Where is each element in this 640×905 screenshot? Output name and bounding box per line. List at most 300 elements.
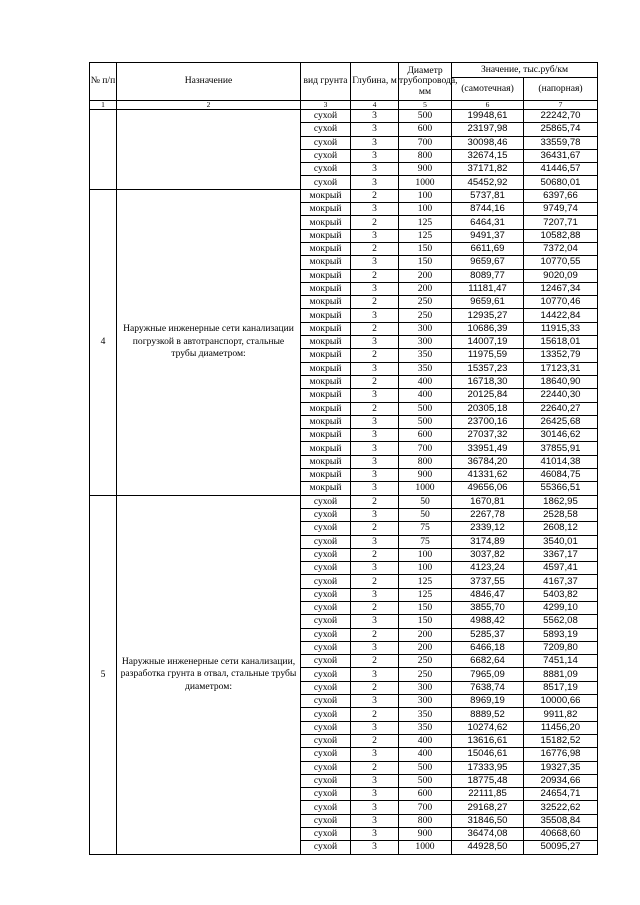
soil-type-cell: сухой xyxy=(301,655,351,668)
diameter-cell: 600 xyxy=(399,123,452,136)
soil-type-cell: мокрый xyxy=(301,389,351,402)
diameter-cell: 50 xyxy=(399,508,452,521)
depth-cell: 3 xyxy=(351,721,399,734)
diameter-cell: 350 xyxy=(399,721,452,734)
soil-type-cell: мокрый xyxy=(301,455,351,468)
soil-type-cell: мокрый xyxy=(301,216,351,229)
gravity-value-cell: 6464,31 xyxy=(452,216,524,229)
pressure-value-cell: 7209,80 xyxy=(524,641,598,654)
diameter-cell: 75 xyxy=(399,522,452,535)
soil-type-cell: мокрый xyxy=(301,375,351,388)
soil-type-cell: сухой xyxy=(301,721,351,734)
gravity-value-cell: 5737,81 xyxy=(452,189,524,202)
pressure-value-cell: 5562,08 xyxy=(524,615,598,628)
gravity-value-cell: 31846,50 xyxy=(452,814,524,827)
diameter-cell: 900 xyxy=(399,828,452,841)
pressure-value-cell: 22440,30 xyxy=(524,389,598,402)
soil-type-cell: мокрый xyxy=(301,309,351,322)
soil-type-cell: мокрый xyxy=(301,415,351,428)
pressure-value-cell: 3540,01 xyxy=(524,535,598,548)
gravity-value-cell: 9659,61 xyxy=(452,296,524,309)
pressure-value-cell: 19327,35 xyxy=(524,761,598,774)
pressure-value-cell: 13352,79 xyxy=(524,349,598,362)
diameter-cell: 75 xyxy=(399,535,452,548)
diameter-cell: 50 xyxy=(399,495,452,508)
diameter-cell: 600 xyxy=(399,788,452,801)
gravity-value-cell: 32674,15 xyxy=(452,149,524,162)
depth-cell: 3 xyxy=(351,615,399,628)
gravity-value-cell: 3855,70 xyxy=(452,601,524,614)
diameter-cell: 200 xyxy=(399,628,452,641)
soil-type-cell: сухой xyxy=(301,801,351,814)
diameter-cell: 100 xyxy=(399,203,452,216)
depth-cell: 3 xyxy=(351,588,399,601)
header-value: Значение, тыс.руб/км xyxy=(452,63,598,78)
soil-type-cell: сухой xyxy=(301,814,351,827)
depth-cell: 2 xyxy=(351,548,399,561)
gravity-value-cell: 23197,98 xyxy=(452,123,524,136)
pressure-value-cell: 22640,27 xyxy=(524,402,598,415)
section-purpose xyxy=(117,110,301,190)
soil-type-cell: мокрый xyxy=(301,282,351,295)
gravity-value-cell: 41331,62 xyxy=(452,469,524,482)
diameter-cell: 1000 xyxy=(399,482,452,495)
depth-cell: 3 xyxy=(351,641,399,654)
pressure-value-cell: 12467,34 xyxy=(524,282,598,295)
depth-cell: 3 xyxy=(351,110,399,123)
soil-type-cell: сухой xyxy=(301,136,351,149)
diameter-cell: 250 xyxy=(399,655,452,668)
gravity-value-cell: 18775,48 xyxy=(452,774,524,787)
header-depth: Глубина, м xyxy=(351,63,399,101)
soil-type-cell: сухой xyxy=(301,508,351,521)
gravity-value-cell: 45452,92 xyxy=(452,176,524,189)
pressure-value-cell: 22242,70 xyxy=(524,110,598,123)
diameter-cell: 300 xyxy=(399,681,452,694)
depth-cell: 2 xyxy=(351,216,399,229)
pressure-value-cell: 9749,74 xyxy=(524,203,598,216)
gravity-value-cell: 7965,09 xyxy=(452,668,524,681)
diameter-cell: 800 xyxy=(399,455,452,468)
table-row xyxy=(90,189,598,202)
diameter-cell: 400 xyxy=(399,748,452,761)
pressure-value-cell: 41014,38 xyxy=(524,455,598,468)
gravity-value-cell: 23700,16 xyxy=(452,415,524,428)
pressure-value-cell: 55366,51 xyxy=(524,482,598,495)
section-purpose: Наружные инженерные сети канализации, разработка грунта в отвал, стальные трубы диаметром: xyxy=(117,495,301,854)
pressure-value-cell: 3367,17 xyxy=(524,548,598,561)
pressure-value-cell: 50095,27 xyxy=(524,841,598,854)
depth-cell: 3 xyxy=(351,336,399,349)
colnum-3: 3 xyxy=(301,101,351,110)
table-body xyxy=(90,110,598,855)
soil-type-cell: сухой xyxy=(301,176,351,189)
pressure-value-cell: 6397,66 xyxy=(524,189,598,202)
gravity-value-cell: 2267,78 xyxy=(452,508,524,521)
pressure-value-cell: 15182,52 xyxy=(524,734,598,747)
depth-cell: 3 xyxy=(351,429,399,442)
pressure-value-cell: 8517,19 xyxy=(524,681,598,694)
depth-cell: 3 xyxy=(351,389,399,402)
header-gravity: (самотечная) xyxy=(452,78,524,101)
gravity-value-cell: 37171,82 xyxy=(452,163,524,176)
soil-type-cell: сухой xyxy=(301,601,351,614)
diameter-cell: 700 xyxy=(399,136,452,149)
depth-cell: 3 xyxy=(351,229,399,242)
pressure-value-cell: 18640,90 xyxy=(524,375,598,388)
depth-cell: 3 xyxy=(351,203,399,216)
gravity-value-cell: 30098,46 xyxy=(452,136,524,149)
soil-type-cell: мокрый xyxy=(301,349,351,362)
diameter-cell: 125 xyxy=(399,588,452,601)
depth-cell: 2 xyxy=(351,242,399,255)
diameter-cell: 150 xyxy=(399,256,452,269)
diameter-cell: 100 xyxy=(399,562,452,575)
gravity-value-cell: 2339,12 xyxy=(452,522,524,535)
header-num: № п/п xyxy=(90,63,117,101)
depth-cell: 2 xyxy=(351,681,399,694)
pressure-value-cell: 2608,12 xyxy=(524,522,598,535)
gravity-value-cell: 15046,61 xyxy=(452,748,524,761)
gravity-value-cell: 36474,08 xyxy=(452,828,524,841)
pressure-value-cell: 11456,20 xyxy=(524,721,598,734)
diameter-cell: 350 xyxy=(399,362,452,375)
depth-cell: 2 xyxy=(351,734,399,747)
depth-cell: 3 xyxy=(351,748,399,761)
depth-cell: 3 xyxy=(351,508,399,521)
diameter-cell: 250 xyxy=(399,668,452,681)
soil-type-cell: сухой xyxy=(301,149,351,162)
depth-cell: 2 xyxy=(351,269,399,282)
diameter-cell: 200 xyxy=(399,641,452,654)
gravity-value-cell: 44928,50 xyxy=(452,841,524,854)
pressure-value-cell: 16776,98 xyxy=(524,748,598,761)
diameter-cell: 500 xyxy=(399,415,452,428)
depth-cell: 3 xyxy=(351,256,399,269)
colnum-5: 5 xyxy=(399,101,452,110)
soil-type-cell: мокрый xyxy=(301,322,351,335)
diameter-cell: 200 xyxy=(399,269,452,282)
section-number: 5 xyxy=(90,495,117,854)
soil-type-cell: сухой xyxy=(301,495,351,508)
soil-type-cell: сухой xyxy=(301,522,351,535)
pressure-value-cell: 7451,14 xyxy=(524,655,598,668)
diameter-cell: 500 xyxy=(399,110,452,123)
pressure-value-cell: 8881,09 xyxy=(524,668,598,681)
pressure-value-cell: 9020,09 xyxy=(524,269,598,282)
diameter-cell: 150 xyxy=(399,242,452,255)
pressure-value-cell: 10000,66 xyxy=(524,695,598,708)
soil-type-cell: мокрый xyxy=(301,362,351,375)
soil-type-cell: сухой xyxy=(301,163,351,176)
depth-cell: 3 xyxy=(351,788,399,801)
colnum-1: 1 xyxy=(90,101,117,110)
pressure-value-cell: 25865,74 xyxy=(524,123,598,136)
diameter-cell: 125 xyxy=(399,229,452,242)
depth-cell: 3 xyxy=(351,455,399,468)
gravity-value-cell: 9659,67 xyxy=(452,256,524,269)
gravity-value-cell: 8089,77 xyxy=(452,269,524,282)
header-purpose: Назначение xyxy=(117,63,301,101)
depth-cell: 3 xyxy=(351,362,399,375)
soil-type-cell: мокрый xyxy=(301,256,351,269)
soil-type-cell: сухой xyxy=(301,641,351,654)
pressure-value-cell: 7207,71 xyxy=(524,216,598,229)
gravity-value-cell: 11975,59 xyxy=(452,349,524,362)
depth-cell: 3 xyxy=(351,774,399,787)
depth-cell: 2 xyxy=(351,601,399,614)
section-number xyxy=(90,110,117,190)
pressure-value-cell: 24654,71 xyxy=(524,788,598,801)
gravity-value-cell: 6466,18 xyxy=(452,641,524,654)
depth-cell: 3 xyxy=(351,841,399,854)
depth-cell: 3 xyxy=(351,535,399,548)
depth-cell: 3 xyxy=(351,814,399,827)
depth-cell: 3 xyxy=(351,482,399,495)
gravity-value-cell: 4123,24 xyxy=(452,562,524,575)
depth-cell: 2 xyxy=(351,575,399,588)
gravity-value-cell: 3037,82 xyxy=(452,548,524,561)
pressure-value-cell: 37855,91 xyxy=(524,442,598,455)
gravity-value-cell: 3737,55 xyxy=(452,575,524,588)
gravity-value-cell: 20305,18 xyxy=(452,402,524,415)
depth-cell: 3 xyxy=(351,163,399,176)
diameter-cell: 800 xyxy=(399,149,452,162)
soil-type-cell: сухой xyxy=(301,123,351,136)
gravity-value-cell: 33951,49 xyxy=(452,442,524,455)
diameter-cell: 250 xyxy=(399,309,452,322)
depth-cell: 2 xyxy=(351,628,399,641)
soil-type-cell: сухой xyxy=(301,734,351,747)
soil-type-cell: сухой xyxy=(301,695,351,708)
gravity-value-cell: 6682,64 xyxy=(452,655,524,668)
gravity-value-cell: 10686,39 xyxy=(452,322,524,335)
soil-type-cell: сухой xyxy=(301,668,351,681)
depth-cell: 3 xyxy=(351,282,399,295)
gravity-value-cell: 11181,47 xyxy=(452,282,524,295)
gravity-value-cell: 4846,47 xyxy=(452,588,524,601)
gravity-value-cell: 15357,23 xyxy=(452,362,524,375)
pressure-value-cell: 20934,66 xyxy=(524,774,598,787)
diameter-cell: 500 xyxy=(399,402,452,415)
depth-cell: 3 xyxy=(351,415,399,428)
gravity-value-cell: 22111,85 xyxy=(452,788,524,801)
pressure-value-cell: 10770,46 xyxy=(524,296,598,309)
diameter-cell: 1000 xyxy=(399,841,452,854)
gravity-value-cell: 12935,27 xyxy=(452,309,524,322)
depth-cell: 2 xyxy=(351,495,399,508)
soil-type-cell: мокрый xyxy=(301,229,351,242)
depth-cell: 3 xyxy=(351,309,399,322)
soil-type-cell: мокрый xyxy=(301,296,351,309)
soil-type-cell: сухой xyxy=(301,110,351,123)
diameter-cell: 125 xyxy=(399,216,452,229)
pressure-value-cell: 41446,57 xyxy=(524,163,598,176)
section-number: 4 xyxy=(90,189,117,495)
diameter-cell: 800 xyxy=(399,814,452,827)
depth-cell: 3 xyxy=(351,695,399,708)
pressure-value-cell: 4299,10 xyxy=(524,601,598,614)
diameter-cell: 900 xyxy=(399,163,452,176)
gravity-value-cell: 3174,89 xyxy=(452,535,524,548)
depth-cell: 2 xyxy=(351,402,399,415)
pressure-value-cell: 11915,33 xyxy=(524,322,598,335)
column-numbers-row xyxy=(90,101,598,110)
colnum-7: 7 xyxy=(524,101,598,110)
soil-type-cell: сухой xyxy=(301,761,351,774)
soil-type-cell: мокрый xyxy=(301,189,351,202)
soil-type-cell: сухой xyxy=(301,628,351,641)
depth-cell: 2 xyxy=(351,655,399,668)
pressure-value-cell: 5403,82 xyxy=(524,588,598,601)
colnum-4: 4 xyxy=(351,101,399,110)
diameter-cell: 300 xyxy=(399,695,452,708)
depth-cell: 2 xyxy=(351,708,399,721)
soil-type-cell: мокрый xyxy=(301,269,351,282)
price-table xyxy=(89,62,598,855)
diameter-cell: 400 xyxy=(399,734,452,747)
gravity-value-cell: 6611,69 xyxy=(452,242,524,255)
diameter-cell: 400 xyxy=(399,375,452,388)
pressure-value-cell: 10770,55 xyxy=(524,256,598,269)
gravity-value-cell: 10274,62 xyxy=(452,721,524,734)
soil-type-cell: мокрый xyxy=(301,242,351,255)
depth-cell: 2 xyxy=(351,296,399,309)
soil-type-cell: мокрый xyxy=(301,469,351,482)
pressure-value-cell: 33559,78 xyxy=(524,136,598,149)
pressure-value-cell: 10582,88 xyxy=(524,229,598,242)
diameter-cell: 350 xyxy=(399,708,452,721)
gravity-value-cell: 7638,74 xyxy=(452,681,524,694)
soil-type-cell: сухой xyxy=(301,575,351,588)
soil-type-cell: сухой xyxy=(301,562,351,575)
diameter-cell: 300 xyxy=(399,322,452,335)
soil-type-cell: сухой xyxy=(301,535,351,548)
diameter-cell: 500 xyxy=(399,774,452,787)
soil-type-cell: мокрый xyxy=(301,442,351,455)
soil-type-cell: сухой xyxy=(301,708,351,721)
soil-type-cell: сухой xyxy=(301,548,351,561)
soil-type-cell: сухой xyxy=(301,828,351,841)
diameter-cell: 150 xyxy=(399,601,452,614)
gravity-value-cell: 49656,06 xyxy=(452,482,524,495)
diameter-cell: 700 xyxy=(399,442,452,455)
diameter-cell: 700 xyxy=(399,801,452,814)
colnum-2: 2 xyxy=(117,101,301,110)
diameter-cell: 100 xyxy=(399,548,452,561)
gravity-value-cell: 27037,32 xyxy=(452,429,524,442)
gravity-value-cell: 8969,19 xyxy=(452,695,524,708)
diameter-cell: 1000 xyxy=(399,176,452,189)
pressure-value-cell: 5893,19 xyxy=(524,628,598,641)
pressure-value-cell: 35508,84 xyxy=(524,814,598,827)
diameter-cell: 350 xyxy=(399,349,452,362)
pressure-value-cell: 40668,60 xyxy=(524,828,598,841)
depth-cell: 3 xyxy=(351,562,399,575)
pressure-value-cell: 46084,75 xyxy=(524,469,598,482)
gravity-value-cell: 8889,52 xyxy=(452,708,524,721)
header-diameter: Диаметр трубопровода, мм xyxy=(399,63,452,101)
depth-cell: 2 xyxy=(351,761,399,774)
pressure-value-cell: 30146,62 xyxy=(524,429,598,442)
soil-type-cell: сухой xyxy=(301,615,351,628)
soil-type-cell: сухой xyxy=(301,774,351,787)
gravity-value-cell: 1670,81 xyxy=(452,495,524,508)
depth-cell: 2 xyxy=(351,522,399,535)
soil-type-cell: сухой xyxy=(301,788,351,801)
pressure-value-cell: 17123,31 xyxy=(524,362,598,375)
pressure-value-cell: 7372,04 xyxy=(524,242,598,255)
diameter-cell: 125 xyxy=(399,575,452,588)
pressure-value-cell: 14422,84 xyxy=(524,309,598,322)
pressure-value-cell: 9911,82 xyxy=(524,708,598,721)
gravity-value-cell: 5285,37 xyxy=(452,628,524,641)
soil-type-cell: сухой xyxy=(301,841,351,854)
diameter-cell: 250 xyxy=(399,296,452,309)
soil-type-cell: сухой xyxy=(301,681,351,694)
table-header xyxy=(90,63,598,110)
pressure-value-cell: 36431,67 xyxy=(524,149,598,162)
soil-type-cell: мокрый xyxy=(301,482,351,495)
gravity-value-cell: 4988,42 xyxy=(452,615,524,628)
gravity-value-cell: 13616,61 xyxy=(452,734,524,747)
diameter-cell: 150 xyxy=(399,615,452,628)
pressure-value-cell: 1862,95 xyxy=(524,495,598,508)
diameter-cell: 900 xyxy=(399,469,452,482)
depth-cell: 2 xyxy=(351,189,399,202)
soil-type-cell: сухой xyxy=(301,748,351,761)
gravity-value-cell: 16718,30 xyxy=(452,375,524,388)
pressure-value-cell: 26425,68 xyxy=(524,415,598,428)
table-row xyxy=(90,110,598,123)
soil-type-cell: сухой xyxy=(301,588,351,601)
gravity-value-cell: 8744,16 xyxy=(452,203,524,216)
depth-cell: 2 xyxy=(351,349,399,362)
depth-cell: 2 xyxy=(351,322,399,335)
depth-cell: 3 xyxy=(351,136,399,149)
soil-type-cell: мокрый xyxy=(301,203,351,216)
depth-cell: 3 xyxy=(351,149,399,162)
depth-cell: 3 xyxy=(351,828,399,841)
pressure-value-cell: 50680,01 xyxy=(524,176,598,189)
gravity-value-cell: 36784,20 xyxy=(452,455,524,468)
soil-type-cell: мокрый xyxy=(301,429,351,442)
pressure-value-cell: 15618,01 xyxy=(524,336,598,349)
depth-cell: 3 xyxy=(351,668,399,681)
gravity-value-cell: 17333,95 xyxy=(452,761,524,774)
diameter-cell: 600 xyxy=(399,429,452,442)
depth-cell: 3 xyxy=(351,469,399,482)
section-purpose: Наружные инженерные сети канализации погрузкой в автотранспорт, стальные трубы диаметром: xyxy=(117,189,301,495)
depth-cell: 3 xyxy=(351,801,399,814)
gravity-value-cell: 29168,27 xyxy=(452,801,524,814)
pressure-value-cell: 4597,41 xyxy=(524,562,598,575)
soil-type-cell: мокрый xyxy=(301,336,351,349)
pressure-value-cell: 2528,58 xyxy=(524,508,598,521)
diameter-cell: 500 xyxy=(399,761,452,774)
table-row xyxy=(90,495,598,508)
depth-cell: 3 xyxy=(351,176,399,189)
header-pressure: (напорная) xyxy=(524,78,598,101)
header-soil: вид грунта xyxy=(301,63,351,101)
depth-cell: 2 xyxy=(351,375,399,388)
gravity-value-cell: 20125,84 xyxy=(452,389,524,402)
gravity-value-cell: 14007,19 xyxy=(452,336,524,349)
gravity-value-cell: 9491,37 xyxy=(452,229,524,242)
pressure-value-cell: 4167,37 xyxy=(524,575,598,588)
diameter-cell: 400 xyxy=(399,389,452,402)
soil-type-cell: мокрый xyxy=(301,402,351,415)
